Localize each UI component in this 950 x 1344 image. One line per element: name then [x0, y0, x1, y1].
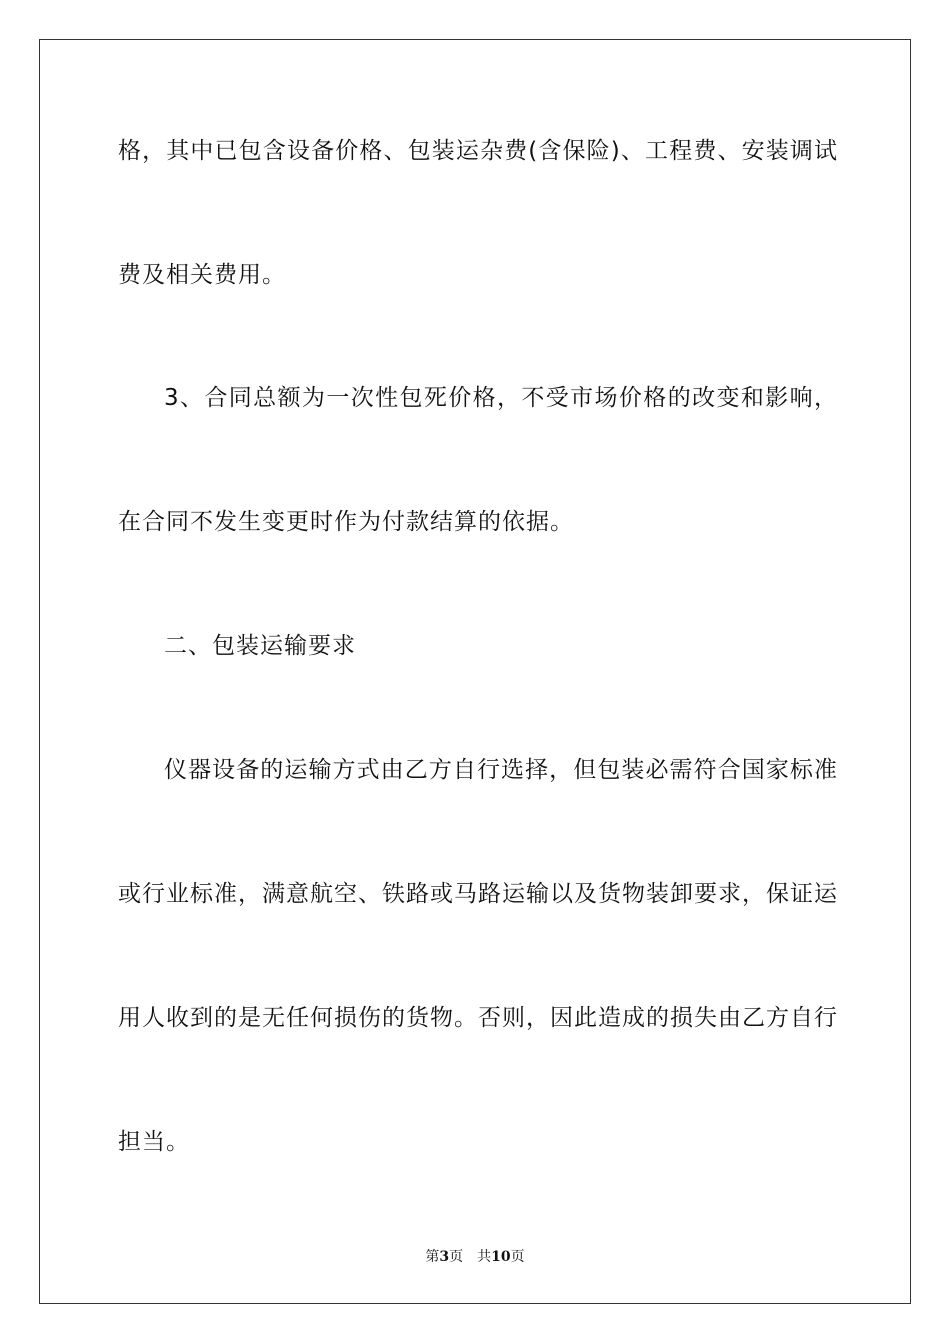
page-suffix: 页 [449, 1249, 464, 1265]
total-prefix: 共 [477, 1249, 492, 1265]
body-line-8: 用人收到的是无任何损伤的货物。否则，因此造成的损失由乙方自行 [118, 1005, 838, 1031]
page-prefix: 第 [425, 1249, 440, 1265]
page-border [39, 39, 911, 1304]
body-line-2: 费及相关费用。 [118, 262, 286, 288]
page-number: 3 [439, 1249, 450, 1265]
body-line-9: 担当。 [118, 1129, 190, 1155]
body-line-6: 仪器设备的运输方式由乙方自行选择，但包装必需符合国家标准 [164, 757, 838, 783]
body-line-4: 在合同不发生变更时作为付款结算的依据。 [118, 509, 574, 535]
section-heading: 二、包装运输要求 [164, 633, 356, 659]
body-line-1: 格，其中已包含设备价格、包装运杂费(含保险)、工程费、安装调试 [118, 138, 838, 164]
body-line-3: 3、合同总额为一次性包死价格，不受市场价格的改变和影响， [164, 385, 838, 411]
page-footer [0, 1246, 950, 1266]
total-pages: 10 [491, 1249, 511, 1265]
total-suffix: 页 [510, 1249, 525, 1265]
body-line-7: 或行业标准，满意航空、铁路或马路运输以及货物装卸要求，保证运 [118, 881, 838, 907]
